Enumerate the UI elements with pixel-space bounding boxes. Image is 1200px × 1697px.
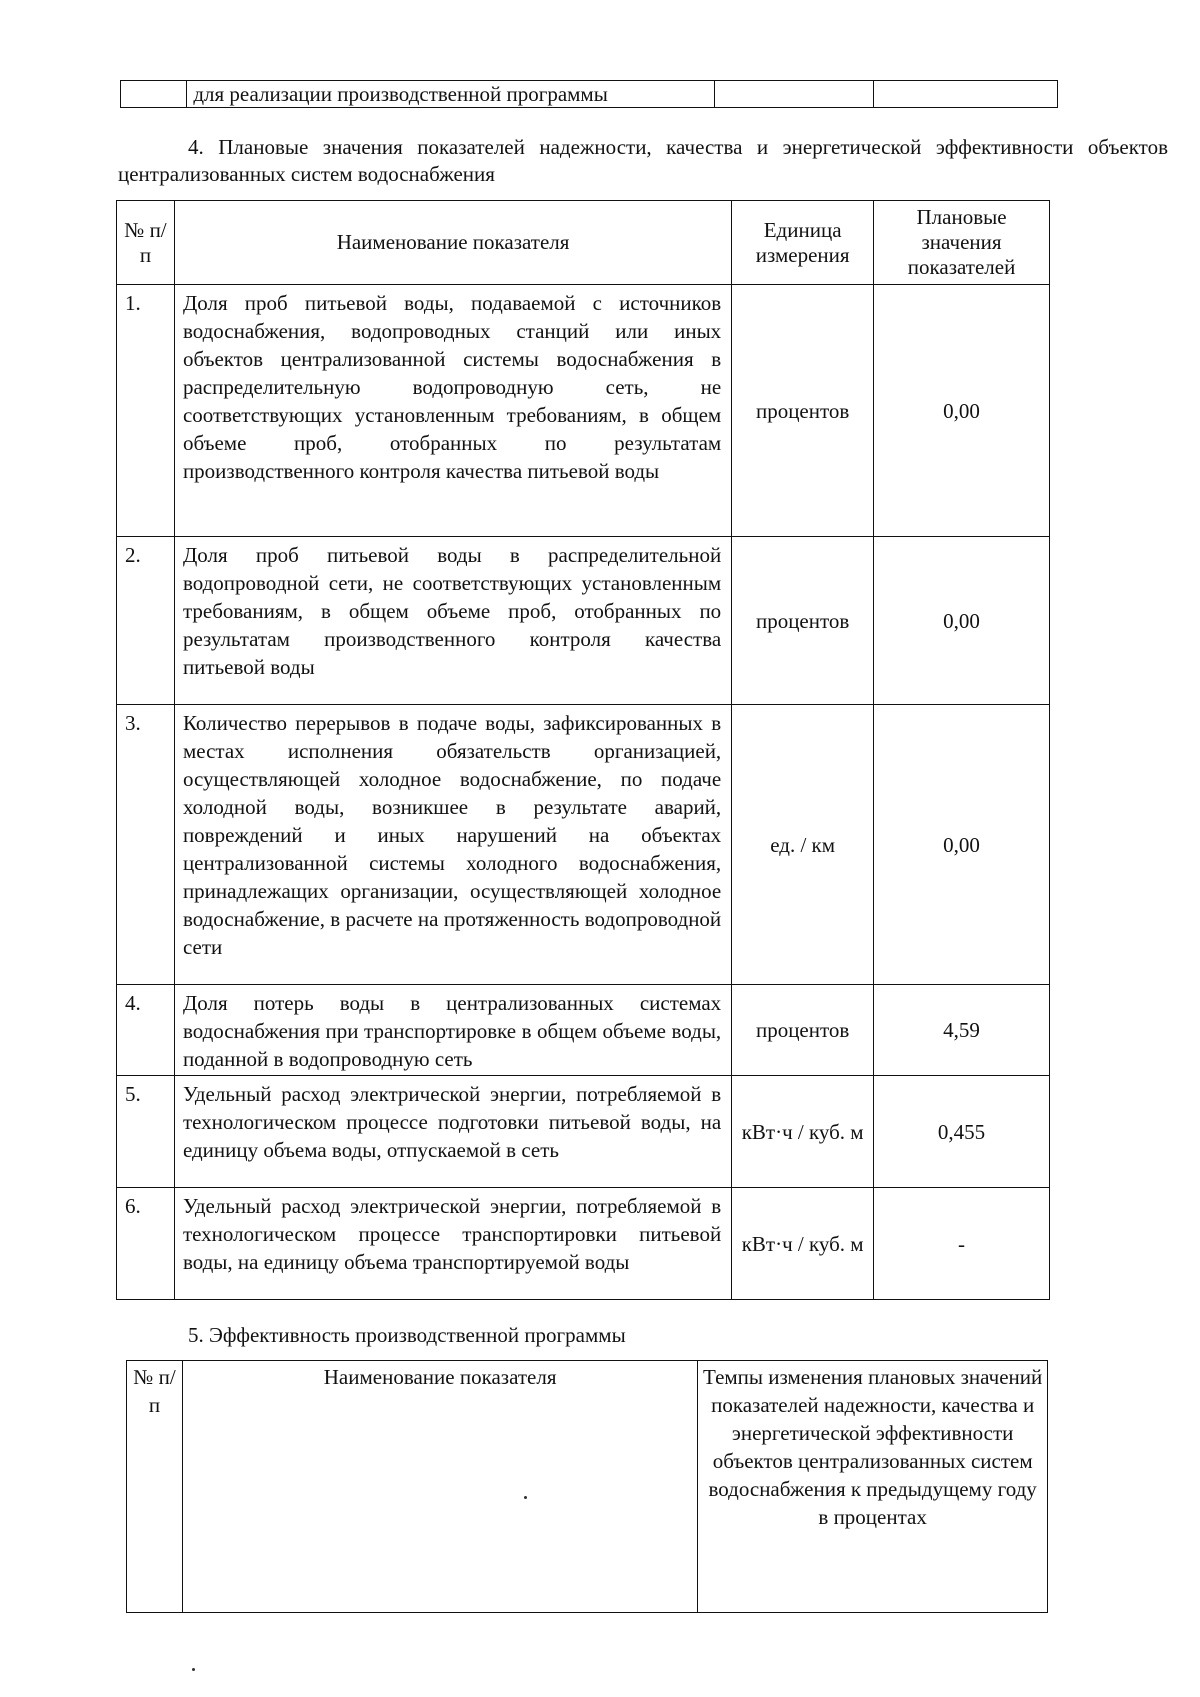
header-num: № п/п (117, 201, 175, 285)
row-name: Доля потерь воды в централизованных системах водоснабжения при транспортировке в общем объеме воды, поданной в водопроводную сеть (174, 985, 731, 1076)
row-value: 0,455 (874, 1076, 1050, 1188)
row-value: 0,00 (874, 705, 1050, 985)
row-name: Количество перерывов в подаче воды, зафиксированных в местах исполнения обязательств организацией, осуществляющей холодное водоснабжение, по подаче холодной воды, возникшее в результате аварий, повреждений и иных нарушений на объектах централизованной системы холодного водоснабжения, принадлежащих организации, осуществляющей холодное водоснабжение, в расчете на протяженность водопроводной сети (174, 705, 731, 985)
top-table-cell-unit (714, 81, 873, 108)
table-row (117, 985, 1050, 1076)
table-row (117, 537, 1050, 705)
row-num: 5. (117, 1076, 175, 1188)
row-num: 1. (117, 285, 175, 537)
scan-speck (192, 1668, 195, 1671)
table-row (117, 285, 1050, 537)
header-unit: Единица измерения (732, 201, 874, 285)
row-name: Удельный расход электрической энергии, потребляемой в технологическом процессе транспортировки питьевой воды, на единицу объема транспортируемой воды (174, 1188, 731, 1300)
row-value: 0,00 (874, 537, 1050, 705)
header-value: Плановые значения показателей (874, 201, 1050, 285)
row-unit: процентов (732, 985, 874, 1076)
table-row (121, 81, 1058, 108)
section-5-heading: 5. Эффективность производственной программы (188, 1323, 626, 1347)
table-header-row (127, 1361, 1048, 1613)
row-value: 0,00 (874, 285, 1050, 537)
header-name: Наименование показателя (182, 1361, 697, 1613)
row-name: Доля проб питьевой воды, подаваемой с источников водоснабжения, водопроводных станций или иных объектов централизованной системы водоснабжения в распределительную водопроводную сеть, не соответствующих установленным требованиям, в общем объеме проб, отобранных по результатам производственного контроля качества питьевой воды (174, 285, 731, 537)
indicators-table (116, 200, 1050, 1300)
table-header-row (117, 201, 1050, 285)
row-unit: ед. / км (732, 705, 874, 985)
row-num: 3. (117, 705, 175, 985)
top-table-cell-text: для реализации производственной программы (187, 81, 714, 108)
row-num: 4. (117, 985, 175, 1076)
row-name: Удельный расход электрической энергии, потребляемой в технологическом процессе подготовки питьевой воды, на единицу объема воды, отпускаемой в сеть (174, 1076, 731, 1188)
row-value: - (874, 1188, 1050, 1300)
row-unit: процентов (732, 285, 874, 537)
table-row (117, 1188, 1050, 1300)
top-table-cell-value (873, 81, 1057, 108)
efficiency-table (126, 1360, 1048, 1613)
row-unit: кВт·ч / куб. м (732, 1076, 874, 1188)
row-num: 6. (117, 1188, 175, 1300)
table-row (117, 705, 1050, 985)
table-row (117, 1076, 1050, 1188)
header-rate: Темпы изменения плановых значений показателей надежности, качества и энергетической эффективности объектов централизованных систем водоснабжения к предыдущему году в процентах (698, 1361, 1048, 1613)
section-4-heading: 4. Плановые значения показателей надежности, качества и энергетической эффективности объектов централизованных систем водоснабжения (118, 135, 1168, 186)
scan-speck (524, 1496, 527, 1499)
row-unit: кВт·ч / куб. м (732, 1188, 874, 1300)
top-continuation-table (120, 80, 1058, 108)
row-value: 4,59 (874, 985, 1050, 1076)
top-table-cell-num (121, 81, 187, 108)
header-num: № п/п (127, 1361, 183, 1613)
row-name: Доля проб питьевой воды в распределительной водопроводной сети, не соответствующих установленным требованиям, в общем объеме проб, отобранных по результатам производственного контроля качества питьевой воды (174, 537, 731, 705)
row-num: 2. (117, 537, 175, 705)
header-name: Наименование показателя (174, 201, 731, 285)
row-unit: процентов (732, 537, 874, 705)
